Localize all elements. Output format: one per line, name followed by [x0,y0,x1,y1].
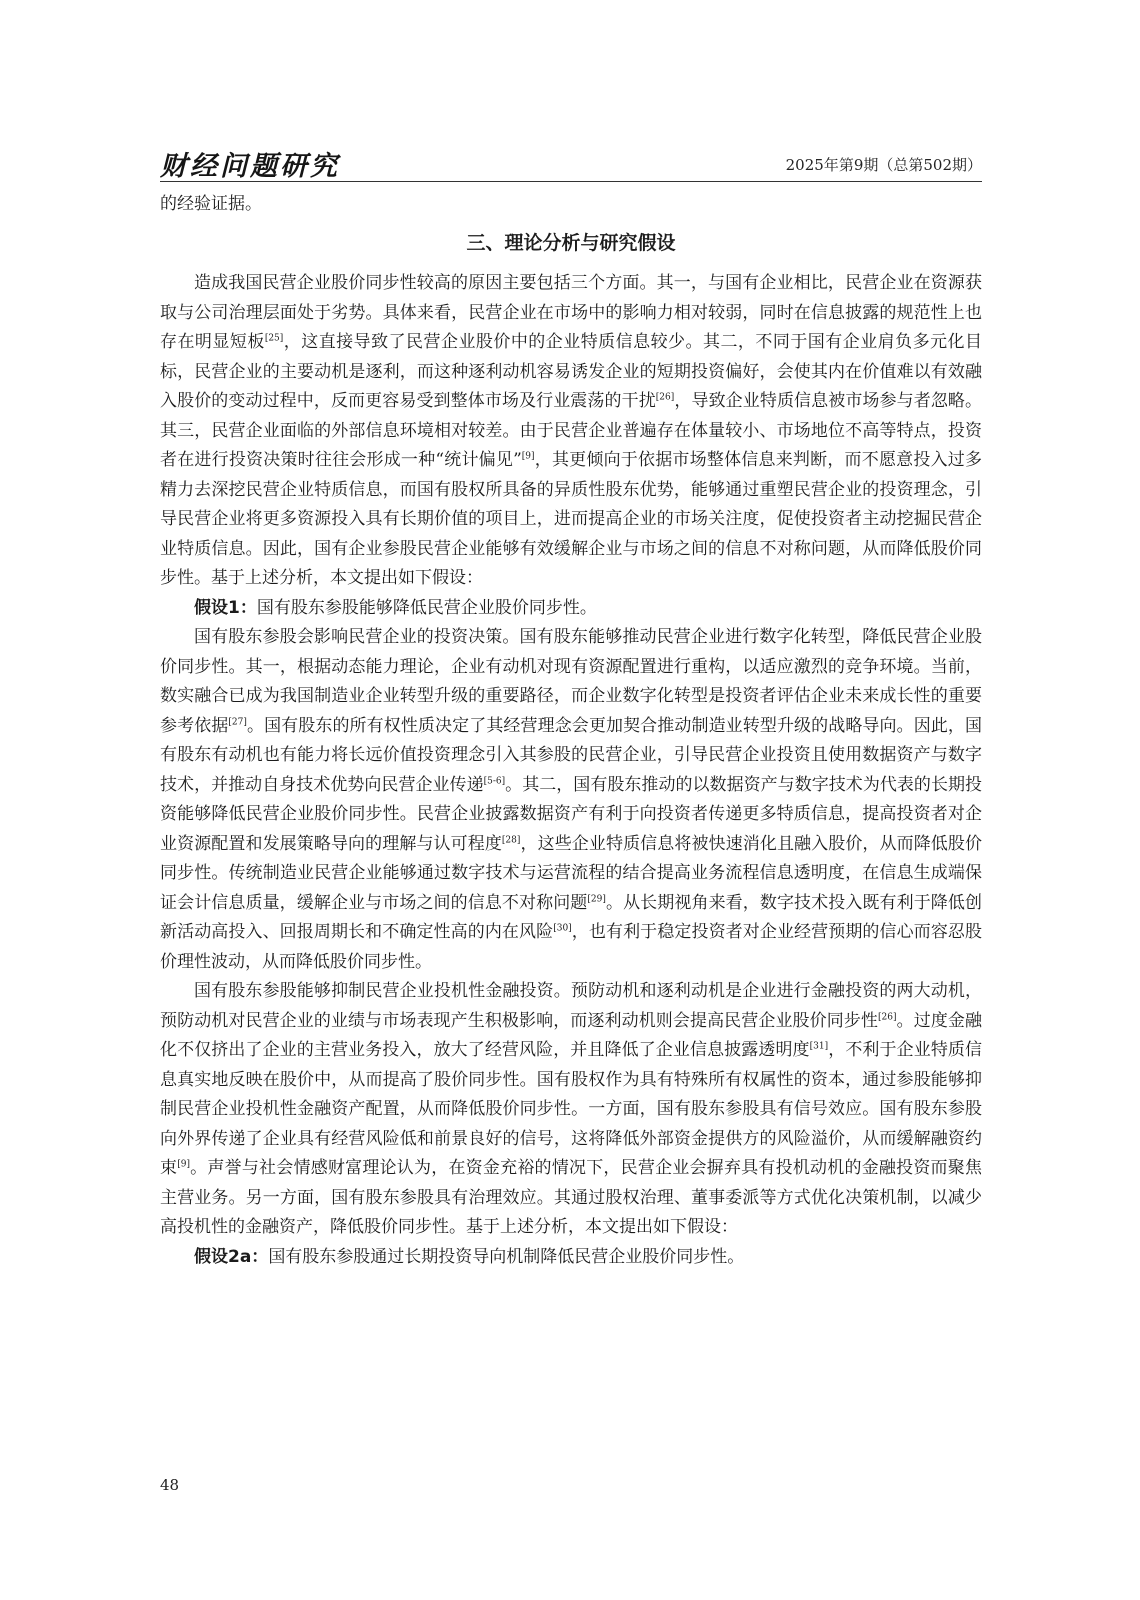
hypothesis-1: 假设1：国有股东参股能够降低民营企业股价同步性。 [194,597,597,618]
header-divider [160,181,982,182]
citation: [30] [553,923,572,934]
citation: [25] [264,333,284,344]
paragraph-2: 国有股东参股会影响民营企业的投资决策。国有股东能够推动民营企业进行数字化转型，降低民营企业股价同步性。其一，根据动态能力理论，企业有动机对现有资源配置进行重构，以适应激烈的竞争环境。当前，数实融合已成为我国制造业企业转型升级的重要路径，而企业数字化转型是投资者评估企业未来成长性的重要参考依据[27]。国有股东的所有权性质决定了其经营理念会更加契合推动制造业转型升级的战略导向。因此，国有股东有动机也有能力将长远价值投资理念引入其参股的民营企业，引导民营企业投资且使用数据资产与数字技术，并推动自身技术优势向民营企业传递[5-6]。其二，国有股东推动的以数据资产与数字技术为代表的长期投资能够降低民营企业股价同步性。民营企业披露数据资产有利于向投资者传递更多特质信息，提高投资者对企业资源配置和发展策略导向的理解与认可程度[28]，这些企业特质信息将被快速消化且融入股价，从而降低股价同步性。传统制造业民营企业能够通过数字技术与运营流程的结合提高业务流程信息透明度，在信息生成端保证会计信息质量，缓解企业与市场之间的信息不对称问题[29]。从长期视角来看，数字技术投入既有利于降低创新活动高投入、回报周期长和不确定性高的内在风险[30]，也有利于稳定投资者对企业经营预期的信心而容忍股价理性波动，从而降低股价同步性。 [160,627,983,972]
citation: [9] [177,1159,190,1170]
citation: [27] [228,716,247,727]
section-heading: 三、理论分析与研究假设 [466,231,676,254]
journal-title-logo: 财经问题研究 [160,151,340,182]
hypothesis-label: 假设2a： [194,1246,269,1267]
article-body [160,190,982,1272]
citation: [31] [809,1041,829,1052]
running-header [160,140,982,180]
hypothesis-2a: 假设2a：国有股东参股通过长期投资导向机制降低民营企业股价同步性。 [194,1246,745,1267]
citation: [28] [501,834,521,845]
citation: [5-6] [483,775,506,786]
citation: [29] [587,893,606,904]
citation: [26] [878,1011,897,1022]
issue-info: 2025年第9期（总第502期） [785,156,982,174]
lead-text: 的经验证据。 [160,194,262,214]
paragraph-1: 造成我国民营企业股价同步性较高的原因主要包括三个方面。其一，与国有企业相比，民营企业在资源获取与公司治理层面处于劣势。具体来看，民营企业在市场中的影响力相对较弱，同时在信息披露的规范性上也存在明显短板[25]，这直接导致了民营企业股价中的企业特质信息较少。其二，不同于国有企业肩负多元化目标，民营企业的主要动机是逐利，而这种逐利动机容易诱发企业的短期投资偏好，会使其内在价值难以有效融入股价的变动过程中，反而更容易受到整体市场及行业震荡的干扰[26]，导致企业特质信息被市场参与者忽略。其三，民营企业面临的外部信息环境相对较差。由于民营企业普遍存在体量较小、市场地位不高等特点，投资者在进行投资决策时往往会形成一种“统计偏见”[9]，其更倾向于依据市场整体信息来判断，而不愿意投入过多精力去深挖民营企业特质信息，而国有股权所具备的异质性股东优势，能够通过重塑民营企业的投资理念，引导民营企业将更多资源投入具有长期价值的项目上，进而提高企业的市场关注度，促使投资者主动挖掘民营企业特质信息。因此，国有企业参股民营企业能够有效缓解企业与市场之间的信息不对称问题，从而降低股价同步性。基于上述分析，本文提出如下假设： [160,273,983,588]
citation: [26] [655,392,675,403]
paragraph-3: 国有股东参股能够抑制民营企业投机性金融投资。预防动机和逐利动机是企业进行金融投资的两大动机，预防动机对民营企业的业绩与市场表现产生积极影响，而逐利动机则会提高民营企业股价同步性[26]。过度金融化不仅挤出了企业的主营业务投入，放大了经营风险，并且降低了企业信息披露透明度[31]，不利于企业特质信息真实地反映在股价中，从而提高了股价同步性。国有股权作为具有特殊所有权属性的资本，通过参股能够抑制民营企业投机性金融资产配置，从而降低股价同步性。一方面，国有股东参股具有信号效应。国有股东参股向外界传递了企业具有经营风险低和前景良好的信号，这将降低外部资金提供方的风险溢价，从而缓解融资约束[9]。声誉与社会情感财富理论认为，在资金充裕的情况下，民营企业会摒弃具有投机动机的金融投资而聚焦主营业务。另一方面，国有股东参股具有治理效应。其通过股权治理、董事委派等方式优化决策机制，以减少高投机性的金融资产，降低股价同步性。基于上述分析，本文提出如下假设： [160,981,983,1237]
citation: [9] [521,451,535,462]
hypothesis-label: 假设1： [194,597,257,618]
page-number: 48 [160,1476,180,1494]
